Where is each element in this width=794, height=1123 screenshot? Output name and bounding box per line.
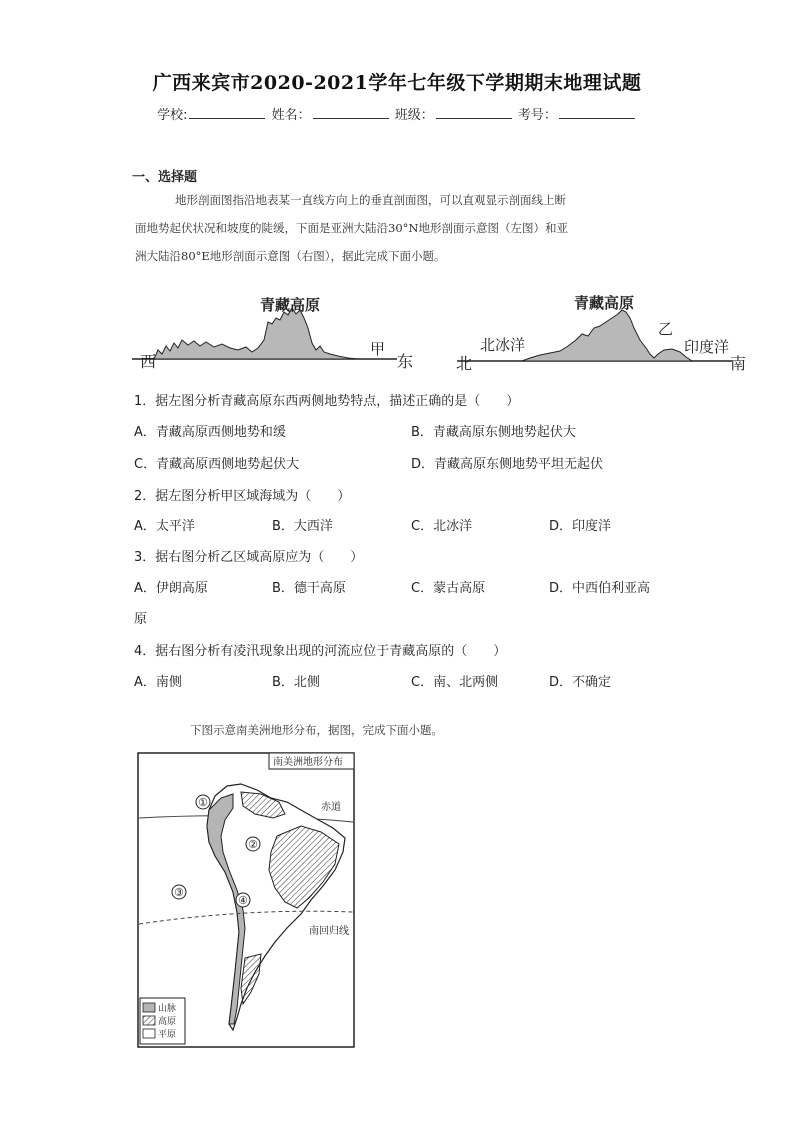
q3-option-d-wrap: 原 xyxy=(134,612,148,627)
q1-option-b[interactable]: B．青藏高原东侧地势起伏大 xyxy=(411,425,576,440)
q4-option-b[interactable]: B．北侧 xyxy=(272,675,320,690)
left-profile xyxy=(132,296,413,371)
legend-mountain-label: 山脉 xyxy=(158,1004,177,1014)
intro-line-3: 洲大陆沿80°E地形剖面示意图（右图），据此完成下面小题。 xyxy=(135,249,446,263)
legend-plain-label: 平原 xyxy=(158,1030,177,1040)
left-jia-label: 甲 xyxy=(370,340,386,358)
intro-line-2: 面地势起伏状况和坡度的陡缓，下面是亚洲大陆沿30°N地形剖面示意图（左图）和亚 xyxy=(135,221,568,235)
tropic-label: 南回归线 xyxy=(309,926,349,937)
q2-option-b[interactable]: B．大西洋 xyxy=(272,519,333,534)
right-north-label: 北 xyxy=(456,354,473,373)
legend-plateau-swatch xyxy=(143,1016,155,1025)
right-profile xyxy=(456,294,746,373)
question-4-stem: 4．据右图分析有凌汛现象出现的河流应位于青藏高原的（ ） xyxy=(134,644,507,659)
left-east-label: 东 xyxy=(397,352,414,371)
marker-3-label: ③ xyxy=(174,886,184,899)
q3-option-c[interactable]: C．蒙古高原 xyxy=(411,581,486,596)
legend-plateau-label: 高原 xyxy=(158,1017,177,1027)
q2-option-c[interactable]: C．北冰洋 xyxy=(411,519,473,534)
marker-1-label: ① xyxy=(198,796,208,809)
right-south-label: 南 xyxy=(730,354,747,373)
class-label: 班级： xyxy=(394,108,434,123)
legend-plain-swatch xyxy=(143,1029,155,1038)
map-legend xyxy=(140,998,185,1044)
class-blank[interactable] xyxy=(436,106,512,119)
question-1-stem: 1．据左图分析青藏高原东西两侧地势特点，描述正确的是（ ） xyxy=(134,394,520,409)
section-heading: 一、选择题 xyxy=(132,170,198,185)
right-indian-label: 印度洋 xyxy=(684,338,730,356)
map-title: 南美洲地形分布 xyxy=(273,757,343,768)
student-info-line xyxy=(0,104,794,123)
q2-option-a[interactable]: A．太平洋 xyxy=(134,519,195,534)
south-america-terrain-map xyxy=(137,752,355,1048)
q4-option-d[interactable]: D．不确定 xyxy=(549,675,612,690)
q4-option-c[interactable]: C．南、北两侧 xyxy=(411,675,499,690)
name-blank[interactable] xyxy=(313,106,389,119)
name-label: 姓名： xyxy=(271,108,311,123)
q4-option-a[interactable]: A．南侧 xyxy=(134,675,182,690)
q2-option-d[interactable]: D．印度洋 xyxy=(549,519,612,534)
left-west-label: 西 xyxy=(140,352,157,371)
legend-mountain-swatch xyxy=(143,1003,155,1012)
q1-option-a[interactable]: A．青藏高原西侧地势和缓 xyxy=(134,425,286,440)
q3-option-b[interactable]: B．德干高原 xyxy=(272,581,346,596)
number-label: 考号： xyxy=(517,108,557,123)
school-blank[interactable] xyxy=(189,106,265,119)
q3-option-d[interactable]: D．中西伯利亚高 xyxy=(549,581,651,596)
q3-option-a[interactable]: A．伊朗高原 xyxy=(134,581,208,596)
question-2-stem: 2．据左图分析甲区域海域为（ ） xyxy=(134,489,351,504)
left-peak-label: 青藏高原 xyxy=(260,296,321,314)
question-3-stem: 3．据右图分析乙区域高原应为（ ） xyxy=(134,550,364,565)
section2-intro: 下图示意南美洲地形分布，据图，完成下面小题。 xyxy=(190,723,443,737)
q1-option-c[interactable]: C．青藏高原西侧地势起伏大 xyxy=(134,457,300,472)
marker-4-label: ④ xyxy=(238,894,248,907)
intro-line-1: 地形剖面图指沿地表某一直线方向上的垂直剖面图，可以直观显示剖面线上断 xyxy=(175,193,566,207)
page-title: 广西来宾市2020-2021学年七年级下学期期末地理试题 xyxy=(152,72,642,94)
number-blank[interactable] xyxy=(559,106,635,119)
right-yi-label: 乙 xyxy=(658,320,674,338)
school-label: 学校: xyxy=(157,108,188,123)
equator-label: 赤道 xyxy=(321,802,341,813)
marker-2-label: ② xyxy=(248,838,258,851)
terrain-profile-figures xyxy=(132,288,752,374)
q1-option-d[interactable]: D．青藏高原东侧地势平坦无起伏 xyxy=(411,457,604,472)
right-arctic-label: 北冰洋 xyxy=(480,336,526,354)
right-peak-label: 青藏高原 xyxy=(574,294,635,312)
